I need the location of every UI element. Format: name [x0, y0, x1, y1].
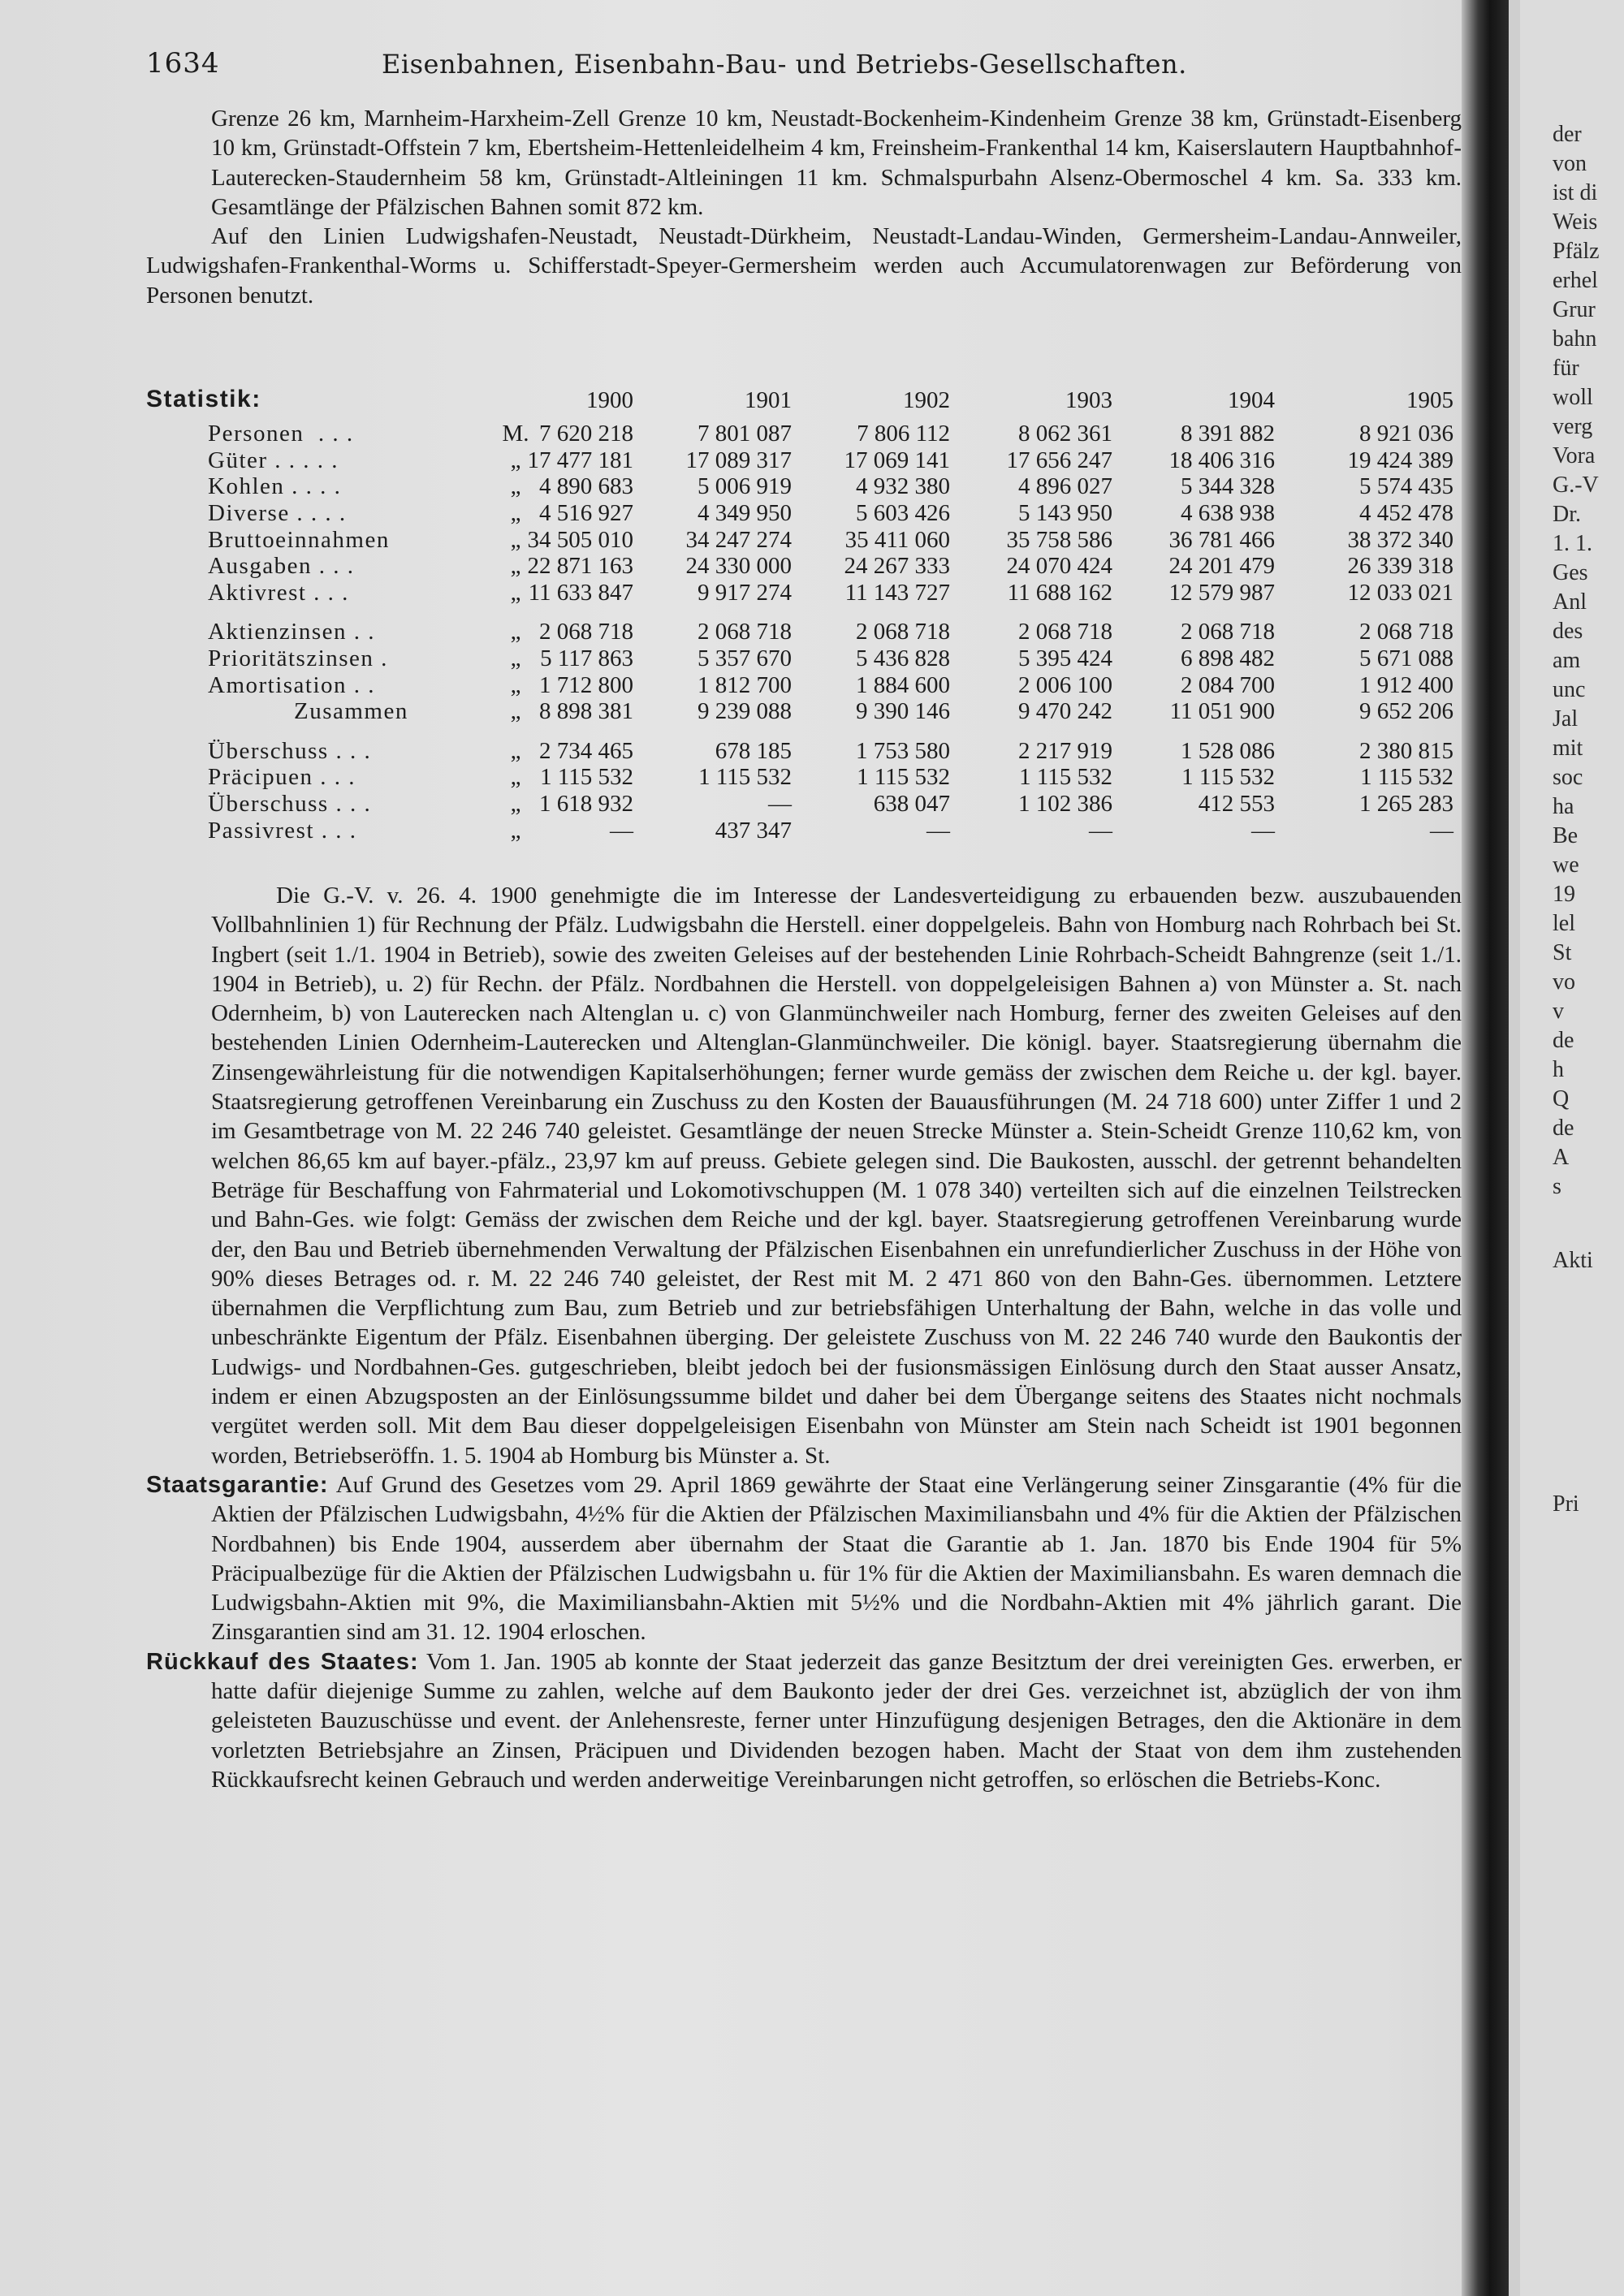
stat-row-unit: „ — [510, 447, 521, 473]
stat-cell: 11 051 900 — [1169, 698, 1275, 724]
stat-row-unit: „ — [510, 580, 521, 606]
facing-page-text: de — [1553, 1116, 1574, 1141]
stat-cell: 1 102 386 — [1018, 791, 1112, 817]
stat-cell: 1 618 932 — [539, 791, 633, 817]
facing-page-text: Anl — [1553, 589, 1587, 615]
intro-paragraph-1: Grenze 26 km, Marnheim-Harxheim-Zell Grenze 10 km, Neustadt-Bockenheim-Kindenheim Grenze 38 km, Grünstadt-Eisenberg 10 km, Grünstadt-Offstein 7 km, Ebertsheim-Hettenleidelheim 4 km, Freinsheim-Frankenthal 14 km, Kaiserslautern Hauptbahnhof-Lauterecken-Staudernheim 58 km, Grünstadt-Altleiningen 11 km. Schmalspurbahn Alsenz-Obermoschel 4 km. Sa. 333 km. Gesamtlänge der Pfälzischen Bahnen somit 872 km. — [211, 106, 1462, 220]
stat-cell: 11 688 162 — [1007, 580, 1112, 606]
stat-cell: 5 574 435 — [1359, 473, 1453, 499]
stat-row-unit: „ — [510, 791, 521, 817]
stat-cell: 1 812 700 — [698, 672, 792, 698]
stat-row-unit: „ — [510, 818, 521, 844]
stat-row-label: Ausgaben . . . — [208, 553, 355, 579]
stat-cell: 2 734 465 — [539, 738, 633, 764]
stat-cell: 5 357 670 — [698, 645, 792, 671]
stat-row-label: Aktivrest . . . — [208, 580, 349, 606]
stat-row — [146, 698, 1462, 726]
stat-row-unit: „ — [510, 645, 521, 671]
stat-cell: 5 395 424 — [1018, 645, 1112, 671]
facing-page-text: lel — [1553, 911, 1575, 936]
stat-cell: 2 068 718 — [1018, 619, 1112, 645]
stat-cell: 2 068 718 — [1181, 619, 1275, 645]
stat-cell: 35 758 586 — [1006, 527, 1112, 553]
facing-page-text: Jal — [1553, 706, 1579, 732]
year-header: 1900 — [586, 387, 633, 413]
stat-cell: 1 115 532 — [1360, 764, 1453, 790]
stat-row — [146, 580, 1462, 607]
stat-cell: 17 089 317 — [685, 447, 792, 473]
stat-cell: 4 896 027 — [1018, 473, 1112, 499]
running-title: Eisenbahnen, Eisenbahn-Bau- und Betriebs-Gesellschaften. — [382, 49, 1187, 80]
facing-page-text: mit — [1553, 736, 1583, 761]
stat-cell: 5 603 426 — [856, 500, 950, 526]
stat-cell: 11 633 847 — [528, 580, 633, 606]
stat-cell: 24 330 000 — [685, 553, 792, 579]
facing-page-text: Weis — [1553, 209, 1598, 235]
stat-row-label: Aktienzinsen . . — [208, 619, 376, 645]
stat-cell: 2 068 718 — [856, 619, 950, 645]
year-header: 1904 — [1228, 387, 1275, 413]
stat-cell: 4 349 950 — [698, 500, 792, 526]
stat-row-unit: „ — [510, 738, 521, 764]
stat-cell: — — [768, 791, 792, 817]
stat-row-unit: „ — [510, 553, 521, 579]
intro-section — [146, 104, 1462, 310]
stat-cell: 19 424 389 — [1347, 447, 1453, 473]
stat-row — [146, 527, 1462, 555]
stat-row-unit: „ — [510, 473, 521, 499]
rueckkauf-text: Vom 1. Jan. 1905 ab konnte der Staat jederzeit das ganze Besitztum der drei vereinigten Ges. erwerben, er hatte dafür diejenige Summe zu zahlen, welche auf dem Baukonto jeder der drei Ges. verzeichnet ist, abzüglich der von ihm geleisteten Bauzuschüsse und event. der Anlehensreste, ferner unter Hinzufügung desjenigen Betrages, den die Aktionäre in dem vorletzten Betriebsjahre an Zinsen, Präcipuen und Dividenden bezogen haben. Macht der Staat von dem ihm zustehenden Rückkaufsrecht keinen Gebrauch und werden anderweitige Vereinbarungen nicht getroffen, so erlöschen die Betriebs-Konc. — [211, 1648, 1462, 1793]
year-header: 1905 — [1406, 387, 1453, 413]
stat-cell: 35 411 060 — [844, 527, 950, 553]
staatsgarantie-paragraph — [146, 1470, 1462, 1647]
facing-page-text: Q — [1553, 1086, 1570, 1111]
book-gutter-shadow — [1462, 0, 1509, 2296]
stat-cell: 26 339 318 — [1347, 553, 1453, 579]
main-text — [146, 881, 1462, 1794]
stat-cell: 24 070 424 — [1006, 553, 1112, 579]
stat-cell: 34 505 010 — [527, 527, 633, 553]
facing-page-text: Dr. — [1553, 502, 1581, 527]
facing-page-text: Grur — [1553, 297, 1596, 322]
facing-page-text: h — [1553, 1057, 1564, 1082]
stat-cell: — — [610, 818, 633, 844]
stat-cell: 1 884 600 — [856, 672, 950, 698]
stat-cell: 1 528 086 — [1181, 738, 1275, 764]
facing-page-text: verg — [1553, 414, 1593, 439]
stat-row — [146, 791, 1462, 818]
stat-row-unit: „ — [510, 500, 521, 526]
stat-row-label: Kohlen . . . . — [208, 473, 342, 499]
stat-cell: 36 781 466 — [1168, 527, 1275, 553]
facing-page-text: ist di — [1553, 180, 1598, 205]
stat-cell: 38 372 340 — [1347, 527, 1453, 553]
stat-cell: 1 115 532 — [540, 764, 633, 790]
statistik-label: Statistik: — [146, 386, 261, 412]
stat-cell: 2 068 718 — [539, 619, 633, 645]
year-header: 1902 — [903, 387, 950, 413]
stat-row — [146, 473, 1462, 501]
stat-row-unit: „ — [510, 527, 521, 553]
facing-page-text: de — [1553, 1028, 1574, 1053]
stat-cell: 18 406 316 — [1168, 447, 1275, 473]
stat-cell: 12 579 987 — [1168, 580, 1275, 606]
facing-page-text: der — [1553, 122, 1582, 147]
facing-page-text: A — [1553, 1145, 1570, 1170]
stat-row — [146, 619, 1462, 646]
facing-page-text: St — [1553, 940, 1572, 965]
stat-cell: 2 084 700 — [1181, 672, 1275, 698]
stat-row — [146, 672, 1462, 700]
rueckkauf-paragraph — [146, 1647, 1462, 1794]
facing-page-text: we — [1553, 852, 1579, 878]
stat-cell: 2 068 718 — [698, 619, 792, 645]
stat-row-unit: „ — [510, 619, 521, 645]
stat-cell: 4 932 380 — [856, 473, 950, 499]
facing-page-text: des — [1553, 619, 1583, 644]
stat-cell: 9 390 146 — [856, 698, 950, 724]
facing-page-text: am — [1553, 648, 1581, 673]
stat-cell: 1 265 283 — [1359, 791, 1453, 817]
facing-page-text: bahn — [1553, 326, 1597, 352]
facing-page-text: G.-V — [1553, 473, 1599, 498]
stat-row-label: Diverse . . . . — [208, 500, 347, 526]
facing-page-text: von — [1553, 151, 1587, 176]
page-header — [146, 47, 1462, 88]
stat-cell: 9 652 206 — [1359, 698, 1453, 724]
stat-row-label: Güter . . . . . — [208, 447, 339, 473]
stat-row — [146, 645, 1462, 673]
stat-row — [146, 447, 1462, 475]
stat-cell: 9 239 088 — [698, 698, 792, 724]
staatsgarantie-text: Auf Grund des Gesetzes vom 29. April 1869 gewährte der Staat eine Verlängerung seiner Zinsgarantie (4% für die Aktien der Pfälzischen Ludwigsbahn, 4½% für die Aktien der Pfälzischen Maximiliansbahn und 4% für die Aktien der Pfälzischen Nordbahnen) bis Ende 1904, ausserdem aber übernahm der Staat die Garantie ab 1. Jan. 1870 bis Ende 1904 für 5% Präcipualbezüge für die Aktien der Pfälzischen Ludwigsbahn u. für 1% für die Aktien der Maximiliansbahn. Es waren demnach die Ludwigsbahn-Aktien mit 9%, die Maximiliansbahn-Aktien mit 5½% und die Nordbahn-Aktien mit 4% jährlich garant. Die Zinsgarantien sind am 31. 12. 1904 erloschen. — [211, 1471, 1462, 1646]
stat-row — [146, 421, 1462, 448]
staatsgarantie-label: Staatsgarantie: — [146, 1471, 329, 1498]
stat-cell: 17 477 181 — [527, 447, 633, 473]
year-header: 1901 — [745, 387, 792, 413]
stat-cell: 1 912 400 — [1359, 672, 1453, 698]
stat-cell: 4 638 938 — [1181, 500, 1275, 526]
stat-cell: 24 267 333 — [844, 553, 950, 579]
stat-cell: 11 143 727 — [844, 580, 950, 606]
stat-row-label: Prioritätszinsen . — [208, 645, 388, 671]
facing-page-text: unc — [1553, 677, 1586, 702]
stat-cell: — — [1430, 818, 1453, 844]
statistics-table — [146, 386, 1462, 881]
stat-row-label: Überschuss . . . — [208, 791, 372, 817]
stat-cell: 1 753 580 — [856, 738, 950, 764]
facing-page-text: 19 — [1553, 882, 1575, 907]
stat-row-label: Präcipuen . . . — [208, 764, 356, 790]
stat-cell: 17 069 141 — [844, 447, 950, 473]
stat-cell: 2 217 919 — [1018, 738, 1112, 764]
stat-cell: 9 917 274 — [698, 580, 792, 606]
facing-page-text: Akti — [1553, 1248, 1593, 1273]
stat-cell: 4 516 927 — [539, 500, 633, 526]
stat-cell: 5 143 950 — [1018, 500, 1112, 526]
stat-cell: 8 062 361 — [1018, 421, 1112, 447]
facing-page-text: vo — [1553, 969, 1575, 995]
stat-row — [146, 818, 1462, 845]
stat-cell: 437 347 — [715, 818, 792, 844]
stat-cell: — — [926, 818, 950, 844]
facing-page-text: Pri — [1553, 1491, 1579, 1517]
stat-cell: 4 452 478 — [1359, 500, 1453, 526]
stat-row — [146, 553, 1462, 580]
facing-page-text: Be — [1553, 823, 1579, 848]
facing-page-text: Vora — [1553, 443, 1596, 468]
stat-cell: 678 185 — [715, 738, 792, 764]
stat-cell: 1 115 532 — [1181, 764, 1275, 790]
book-gutter-edge — [1509, 0, 1520, 2296]
stat-cell: 5 117 863 — [540, 645, 633, 671]
stat-cell: 5 436 828 — [856, 645, 950, 671]
stat-cell: 1 115 532 — [1019, 764, 1112, 790]
stat-cell: 5 671 088 — [1359, 645, 1453, 671]
facing-page-text: ha — [1553, 794, 1574, 819]
stat-cell: 24 201 479 — [1168, 553, 1275, 579]
stat-cell: 7 806 112 — [857, 421, 950, 447]
stat-cell: 5 006 919 — [698, 473, 792, 499]
stat-cell: 8 921 036 — [1359, 421, 1453, 447]
facing-page-text: 1. 1. — [1553, 531, 1592, 556]
stat-cell: 8 898 381 — [539, 698, 633, 724]
stat-row — [146, 764, 1462, 792]
stat-cell: 7 801 087 — [698, 421, 792, 447]
facing-page-text: Ges — [1553, 560, 1588, 585]
stat-cell: 17 656 247 — [1006, 447, 1112, 473]
stat-row-label: Bruttoeinnahmen — [208, 527, 390, 553]
year-header: 1903 — [1065, 387, 1112, 413]
stat-cell: 412 553 — [1198, 791, 1275, 817]
stat-cell: 2 006 100 — [1018, 672, 1112, 698]
stat-cell: 2 380 815 — [1359, 738, 1453, 764]
stat-cell: 8 391 882 — [1181, 421, 1275, 447]
facing-page-fragment — [1520, 0, 1624, 2296]
stat-cell: 9 470 242 — [1018, 698, 1112, 724]
stat-cell: — — [1089, 818, 1112, 844]
stat-row-label: Passivrest . . . — [208, 818, 357, 844]
facing-page-text: erhel — [1553, 268, 1598, 293]
page-number: 1634 — [146, 47, 220, 80]
stat-cell: — — [1251, 818, 1275, 844]
facing-page-text: s — [1553, 1174, 1561, 1199]
facing-page-text: woll — [1553, 385, 1593, 410]
stat-cell: 34 247 274 — [685, 527, 792, 553]
intro-paragraph-2: Auf den Linien Ludwigshafen-Neustadt, Neustadt-Dürkheim, Neustadt-Landau-Winden, Germersheim-Landau-Annweiler, Ludwigshafen-Frankenthal-Worms u. Schifferstadt-Speyer-Germersheim werden auch Accumulatorenwagen zur Beförderung von Personen benutzt. — [146, 223, 1462, 309]
gv-paragraph: Die G.-V. v. 26. 4. 1900 genehmigte die im Interesse der Landesverteidigung zu erbauenden bezw. auszubauenden Vollbahnlinien 1) für Rechnung der Pfälz. Ludwigsbahn die Herstell. einer doppelgeleis. Bahn von Homburg nach Rohrbach bei St. Ingbert (seit 1./1. 1904 in Betrieb), sowie des zweiten Geleises auf der bestehenden Linie Rohrbach-Scheidt Bahngrenze (seit 1./1. 1904 in Betrieb), u. 2) für Rechn. der Pfälz. Nordbahnen die Herstell. von doppelgeleisigen Bahnen a) von Münster a. St. nach Odernheim, b) von Lauterecken nach Altenglan u. c) von Glanmünchweiler nach Homburg, ferner des zweiten Geleises auf den bestehenden Linien Odernheim-Lauterecken und Altenglan-Glanmünchweiler. Die königl. bayer. Staatsregierung übernahm die Zinsengewährleistung für die notwendigen Kapitalserhöhungen; ferner wurde gemäss der zwischen dem Reiche u. der kgl. bayer. Staatsregierung getroffenen Vereinbarung ein Zuschuss zu den Kosten der Bauausführungen (M. 24 718 600) unter Ziffer 1 und 2 im Gesamtbetrage von M. 22 246 740 geleistet. Gesamtlänge der neuen Strecke Münster a. Stein-Scheidt Grenze 110,62 km, von welchen 86,65 km auf bayer.-pfälz., 23,97 km auf preuss. Gebiete gelegen sind. Die Baukosten, ausschl. der getrennt behandelten Beträge für Beschaffung von Fahrmaterial und Lokomotivschuppen (M. 1 078 340) verteilten sich auf die einzelnen Teilstrecken und Bahn-Ges. wie folgt: Gemäss der zwischen dem Reiche und der kgl. bayer. Staatsregierung getroffenen Vereinbarung wurde der, den Bau und Betrieb übernehmenden Verwaltung der Pfälzischen Eisenbahnen ein unrefundierlicher Zuschuss in der Höhe von 90% dieses Betrages od. r. M. 22 246 740 geleistet, der Rest mit M. 2 471 860 von den Bahn-Ges. übernommen. Letztere übernahmen die Verpflichtung zum Bau, zum Betrieb und zur betriebsfähigen Unterhaltung der Bahn, welche in das volle und unbeschränkte Eigentum der Pfälz. Eisenbahnen überging. Der geleistete Zuschuss von M. 22 246 740 wurde den Baukontis der Ludwigs- und Nordbahnen-Ges. gutgeschrieben, bleibt jedoch bei der fusionsmässigen Einlösung durch den Staat ausser Ansatz, indem er einen Abzugsposten an der Einlösungssumme bildet und daher bei dem Übergange seitens des Staates nicht nochmals vergütet werden soll. Mit dem Bau dieser doppelgeleisigen Eisenbahn von Münster am Stein nach Scheidt ist 1901 begonnen worden, Betriebseröffn. 1. 5. 1904 ab Homburg bis Münster a. St. — [211, 883, 1462, 1469]
stat-row-unit: „ — [510, 672, 521, 698]
facing-page-text: soc — [1553, 765, 1583, 790]
stat-cell: 4 890 683 — [539, 473, 633, 499]
stat-cell: 1 712 800 — [539, 672, 633, 698]
stat-row — [146, 500, 1462, 528]
facing-page-text: v — [1553, 999, 1564, 1024]
facing-page-text: für — [1553, 356, 1579, 381]
stat-row — [146, 738, 1462, 766]
stat-cell: 12 033 021 — [1347, 580, 1453, 606]
stat-cell: 638 047 — [873, 791, 950, 817]
stat-cell: 6 898 482 — [1181, 645, 1275, 671]
stat-row-label: Überschuss . . . — [208, 738, 372, 764]
facing-page-text: Pfälz — [1553, 239, 1600, 264]
stat-row-label: Amortisation . . — [208, 672, 376, 698]
stat-cell: 22 871 163 — [527, 553, 633, 579]
stat-row-unit: „ — [510, 698, 521, 724]
stat-row-label: Personen . . . — [208, 421, 354, 447]
stat-cell: 2 068 718 — [1359, 619, 1453, 645]
stat-cell: 1 115 532 — [857, 764, 950, 790]
stat-row-label: Zusammen — [294, 698, 408, 724]
stat-row-unit: „ — [510, 764, 521, 790]
stat-cell: 1 115 532 — [698, 764, 792, 790]
stat-cell: 5 344 328 — [1181, 473, 1275, 499]
stat-row-unit: M. — [502, 421, 529, 447]
rueckkauf-label: Rückkauf des Staates: — [146, 1648, 419, 1675]
stat-cell: 7 620 218 — [539, 421, 633, 447]
